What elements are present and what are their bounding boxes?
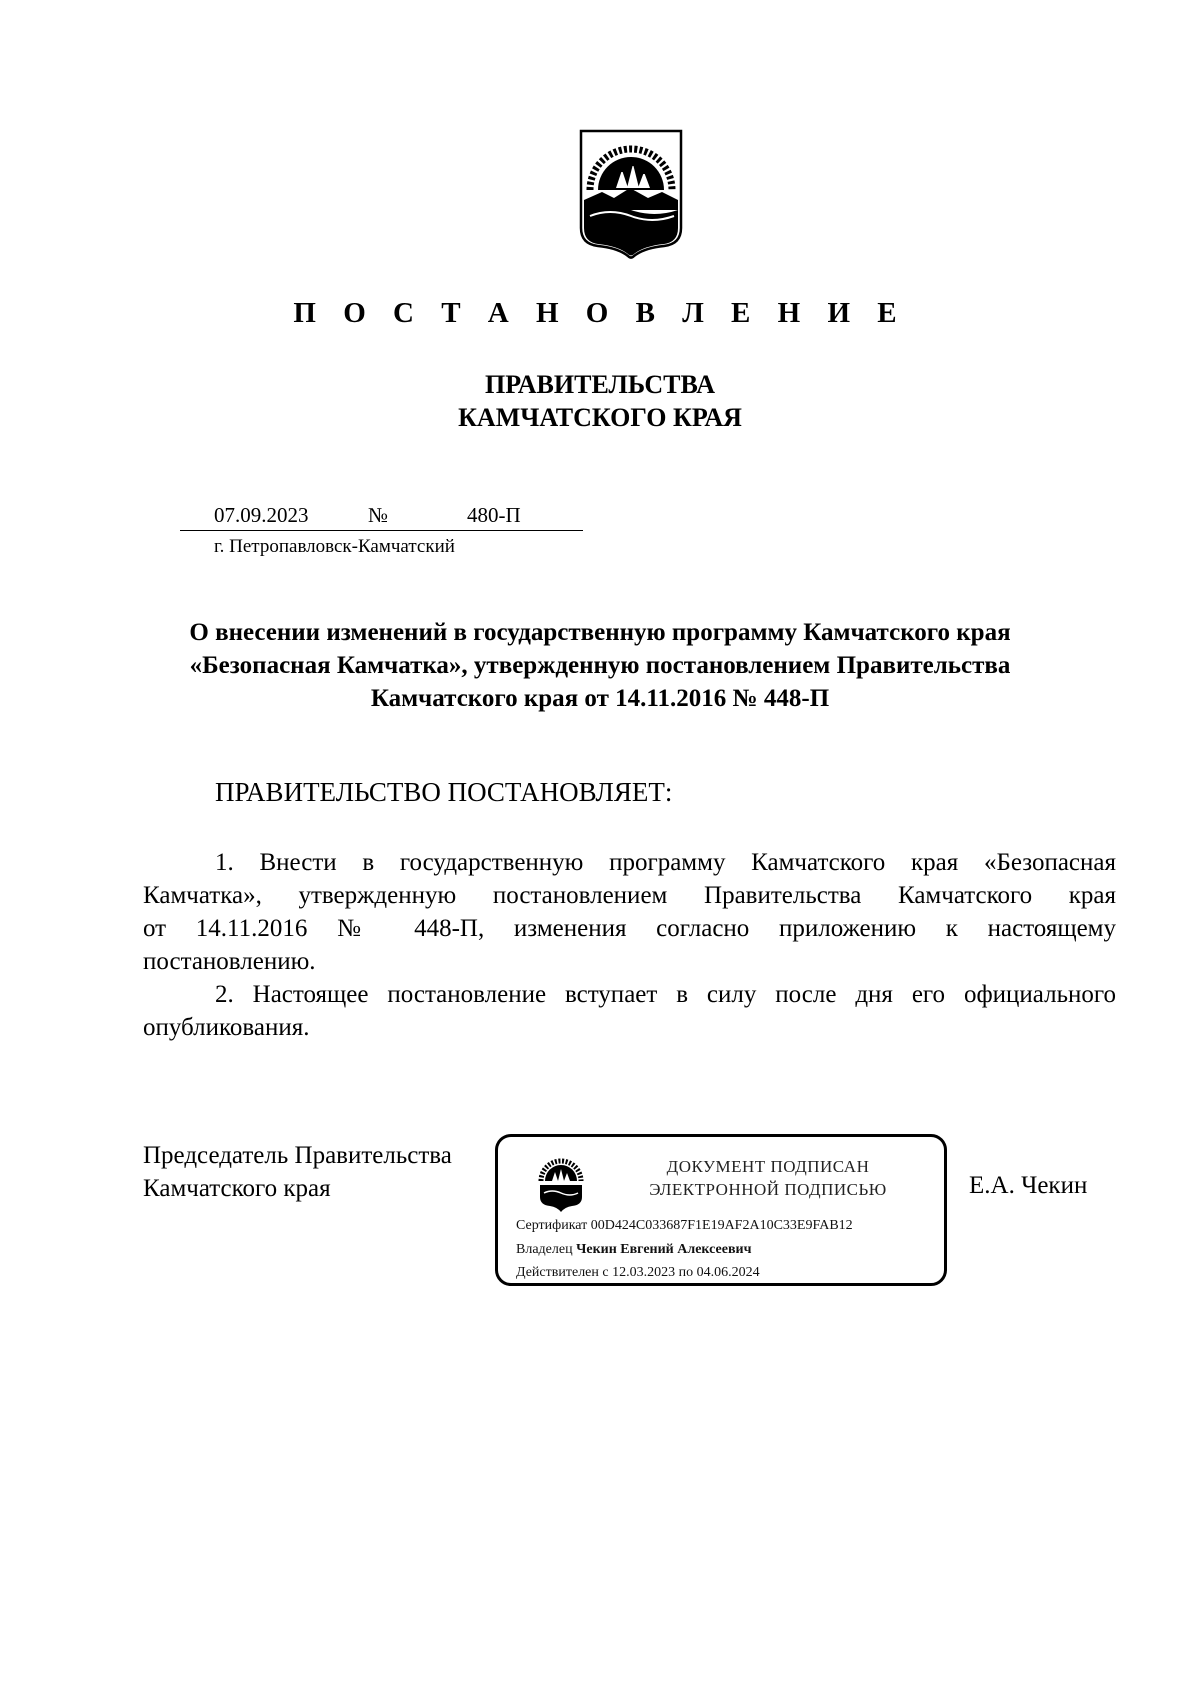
document-subject [100,616,1100,715]
paragraph-1-line-3: от 14.11.2016 № 448-П, изменения согласно приложению к настоящему [143,915,1116,942]
authority-line-2: КАМЧАТСКОГО КРАЯ [458,403,742,432]
signer-name: Е.А. Чекин [969,1172,1088,1199]
paragraph-1 [143,846,1116,978]
valid-to-label: по [678,1265,694,1280]
kamchatka-coat-of-arms-icon [578,128,684,260]
owner-label: Владелец [516,1242,573,1257]
document-number: 480-П [467,503,521,527]
stamp-emblem-icon [536,1155,586,1215]
issuing-authority [0,368,1200,434]
stamp-header-line-2: ЭЛЕКТРОННОЙ ПОДПИСЬЮ [649,1180,887,1199]
valid-to-value: 04.06.2024 [696,1265,760,1280]
paragraph-1-line-2: Камчатка», утвержденную постановлением Правительства Камчатского края [143,882,1116,909]
certificate-label: Сертификат [516,1218,588,1233]
subject-line-1: О внесении изменений в государственную программу Камчатского края [189,619,1011,646]
number-sign: № [368,503,389,527]
valid-from-label: Действителен с [516,1265,609,1280]
subject-line-2: «Безопасная Камчатка», утвержденную постановлением Правительства [189,652,1011,679]
date-number-line [180,502,583,531]
paragraph-1-line-4: постановлению. [143,948,316,975]
electronic-signature-stamp [495,1134,947,1286]
document-date: 07.09.2023 [214,503,309,527]
authority-line-1: ПРАВИТЕЛЬСТВА [485,370,715,399]
decree-heading: ПРАВИТЕЛЬСТВО ПОСТАНОВЛЯЕТ: [215,777,673,807]
signer-position [143,1139,452,1205]
certificate-value: 00D424C033687F1E19AF2A10C33E9FAB12 [590,1218,853,1233]
subject-line-3: Камчатского края от 14.11.2016 № 448-П [370,685,830,712]
signer-position-line-1: Председатель Правительства [143,1142,452,1169]
valid-from-value: 12.03.2023 [612,1265,676,1280]
paragraph-2 [143,978,1116,1044]
stamp-validity [516,1265,760,1281]
document-type-title: П О С Т А Н О В Л Е Н И Е [293,297,907,329]
stamp-header-line-1: ДОКУМЕНТ ПОДПИСАН [666,1157,870,1176]
paragraph-1-line-1: 1. Внести в государственную программу Камчатского края «Безопасная [215,849,1116,876]
owner-value: Чекин Евгений Алексеевич [576,1242,752,1257]
paragraph-2-line-2: опубликования. [143,1014,310,1041]
signer-position-line-2: Камчатского края [143,1175,331,1202]
paragraph-2-line-1: 2. Настоящее постановление вступает в силу после дня его официального [215,981,1116,1008]
stamp-owner [516,1242,751,1258]
place-of-issue: г. Петропавловск-Камчатский [214,536,455,557]
stamp-certificate [516,1218,853,1234]
